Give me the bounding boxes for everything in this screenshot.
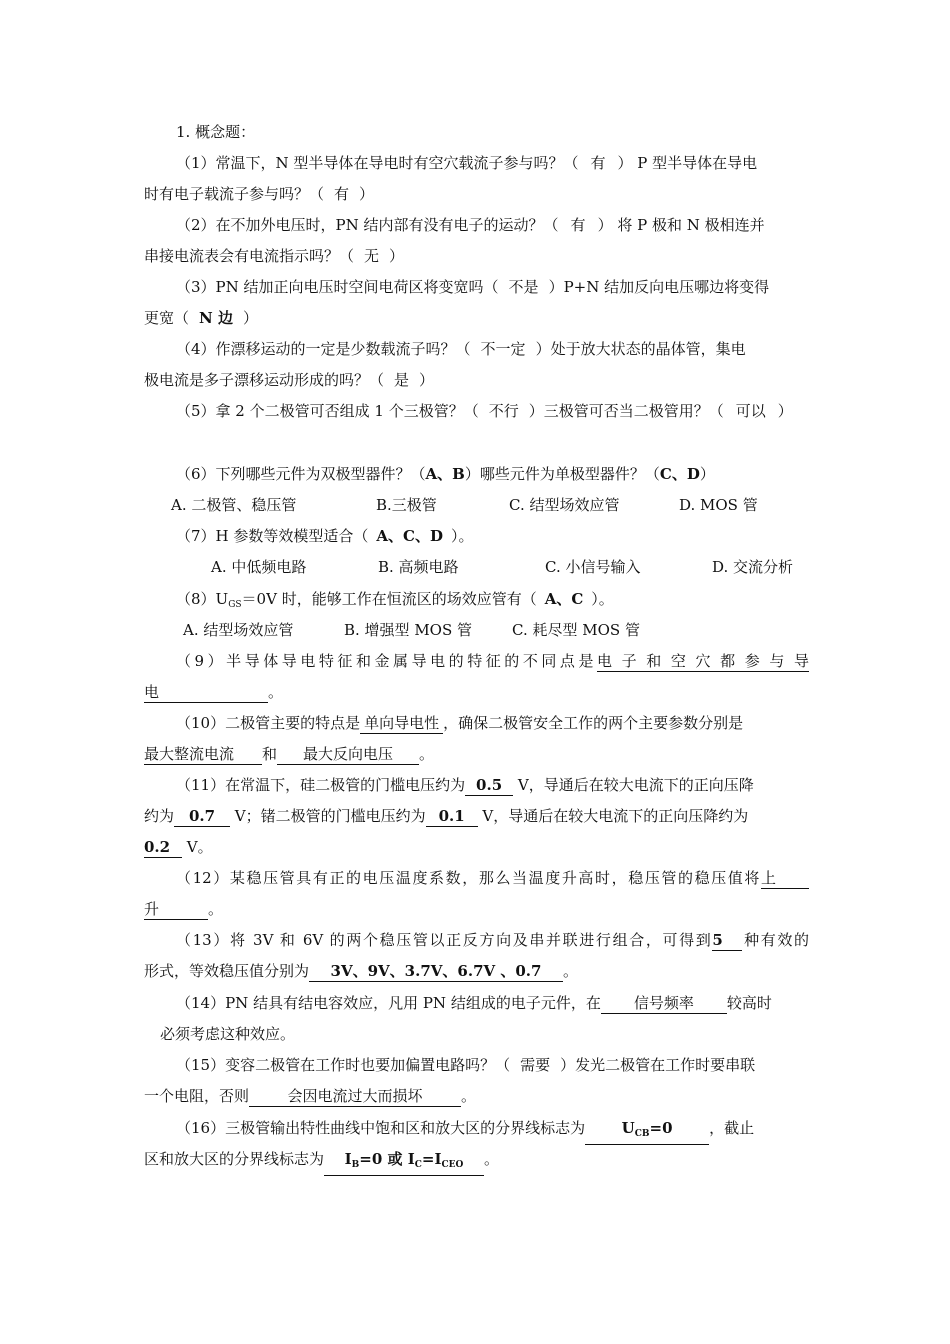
question-1-line-1: （1）常温下，N 型半导体在导电时有空穴载流子参与吗？（ 有 ） P 型半导体在导电 — [176, 154, 758, 172]
question-4-line-2: 极电流是多子漂移运动形成的吗？（ 是 ） — [144, 371, 435, 389]
question-12-line-1: （12）某稳压管具有正的电压温度系数，那么当温度升高时，稳压管的稳压值将上 — [176, 867, 809, 889]
question-5: （5）拿 2 个二极管可否组成 1 个三极管？（ 不行 ）三极管可否当二极管用？（ 可以 ） — [176, 402, 793, 420]
q7-option-c: C. 小信号输入 — [545, 558, 641, 576]
answer: 有 — [334, 185, 350, 203]
question-7: （7）H 参数等效模型适合（ A、C、D ）。 — [176, 527, 474, 545]
question-14-line-2: 必须考虑这种效应。 — [160, 1025, 296, 1043]
question-11-line-3: 0.2 V。 — [144, 838, 213, 856]
answer: 可以 — [735, 402, 766, 420]
answer: 不一定 — [480, 340, 526, 358]
answer: 是 — [394, 371, 410, 389]
answer-blank: $U_{CB}=0$ — [585, 1118, 709, 1145]
question-10-line-1: （10）二极管主要的特点是 单向导电性 ，确保二极管安全工作的两个主要参数分别是 — [176, 714, 744, 732]
q6-option-d: D. MOS 管 — [679, 496, 758, 514]
answer-blank: 0.2 — [144, 837, 182, 858]
answer-blank: 0.5 — [465, 775, 513, 796]
answer-blank: 最大整流电流 — [144, 744, 262, 765]
answer-blank: 单向导电性 — [360, 713, 443, 734]
q6-option-b: B.三极管 — [376, 496, 437, 514]
q8-option-b: B. 增强型 MOS 管 — [344, 621, 473, 639]
answer-blank: 电子和空穴都参与导 — [597, 652, 809, 670]
question-6: （6）下列哪些元件为双极型器件？（A、B）哪些元件为单极型器件？（C、D） — [176, 465, 715, 483]
question-3-line-1: （3）PN 结加正向电压时空间电荷区将变宽吗（ 不是 ）P+N 结加反向电压哪边将变得 — [176, 278, 770, 296]
answer-blank: 上 — [761, 868, 809, 889]
question-15-line-2: 一个电阻，否则 会因电流过大而损坏 。 — [144, 1087, 477, 1105]
question-12-line-2: 升 。 — [144, 900, 224, 918]
question-10-line-2: 最大整流电流 和 最大反向电压 。 — [144, 745, 435, 763]
answer: 无 — [364, 247, 380, 265]
q6-option-a: A. 二极管、稳压管 — [171, 496, 297, 514]
answer-blank: $I_B=0$ 或 $I_C=I_{CEO}$ — [324, 1149, 484, 1176]
question-2-line-2: 串接电流表会有电流指示吗？（ 无 ） — [144, 247, 405, 265]
answer-blank: 0.1 — [426, 806, 478, 827]
q8-option-a: A. 结型场效应管 — [183, 621, 294, 639]
answer: A、B — [425, 465, 465, 483]
question-15-line-1: （15）变容二极管在工作时也要加偏置电路吗？（ 需要 ）发光二极管在工作时要串联 — [176, 1056, 756, 1074]
answer: 有 — [570, 216, 586, 234]
answer-blank: 3V、9V、3.7V、6.7V 、0.7 — [309, 961, 563, 982]
question-16-line-1: （16）三极管输出特性曲线中饱和区和放大区的分界线标志为 $U_{CB}=0$ ，截止 — [176, 1117, 809, 1145]
question-13-line-1: （13）将 3V 和 6V 的两个稳压管以正反方向及串并联进行组合，可得到5 种有效的 — [176, 931, 809, 949]
answer-blank: 5 — [712, 930, 742, 951]
question-13-line-2: 形式，等效稳压值分别为 3V、9V、3.7V、6.7V 、0.7 。 — [144, 962, 579, 980]
answer-blank: 升 — [144, 899, 208, 920]
question-1-line-2: 时有电子载流子参与吗？（ 有 ） — [144, 185, 375, 203]
question-11-line-2: 约为 0.7 V；锗二极管的门槛电压约为 0.1 V，导通后在较大电流下的正向压降约为 — [144, 807, 749, 825]
answer-blank: 电 — [144, 682, 268, 703]
answer: N 边 — [199, 309, 233, 327]
question-16-line-2: 区和放大区的分界线标志为 $I_B=0$ 或 $I_C=I_{CEO}$ 。 — [144, 1148, 809, 1176]
answer: A、C — [544, 590, 584, 608]
answer-blank: 0.7 — [174, 806, 230, 827]
answer-blank: 会因电流过大而损坏 — [249, 1086, 461, 1107]
q7-option-a: A. 中低频电路 — [211, 558, 307, 576]
question-9-line-1: （9）半导体导电特征和金属导电的特征的不同点是电子和空穴都参与导 — [176, 652, 809, 670]
answer: C、D — [659, 465, 700, 483]
answer: 有 — [590, 154, 606, 172]
question-14-line-1: （14）PN 结具有结电容效应，凡用 PN 结组成的电子元件，在 信号频率 较高时 — [176, 994, 772, 1012]
q6-option-c: C. 结型场效应管 — [509, 496, 620, 514]
answer: 不行 — [488, 402, 519, 420]
question-3-line-2: 更宽（ N 边 ） — [144, 309, 258, 327]
answer: 不是 — [508, 278, 539, 296]
section-title: 1. 概念题： — [176, 123, 256, 141]
q7-option-b: B. 高频电路 — [378, 558, 459, 576]
question-4-line-1: （4）作漂移运动的一定是少数载流子吗？（ 不一定 ）处于放大状态的晶体管，集电 — [176, 340, 746, 358]
q7-option-d: D. 交流分析 — [712, 558, 794, 576]
answer-blank: 最大反向电压 — [277, 744, 419, 765]
question-8: $(8)U_{GS}=0V$ 时，能够工作在恒流区的场效应管有（ A、C ）。 — [176, 590, 614, 610]
answer: 需要 — [520, 1056, 551, 1074]
q8-option-c: C. 耗尽型 MOS 管 — [512, 621, 640, 639]
question-11-line-1: （11）在常温下，硅二极管的门槛电压约为 0.5 V，导通后在较大电流下的正向压降 — [176, 776, 754, 794]
question-2-line-1: （2）在不加外电压时，PN 结内部有没有电子的运动？（ 有 ） 将 P 极和 N 极相连并 — [176, 216, 765, 234]
question-9-line-2: 电 。 — [144, 683, 284, 701]
answer-blank: 信号频率 — [601, 993, 727, 1014]
answer: A、C、D — [376, 527, 443, 545]
